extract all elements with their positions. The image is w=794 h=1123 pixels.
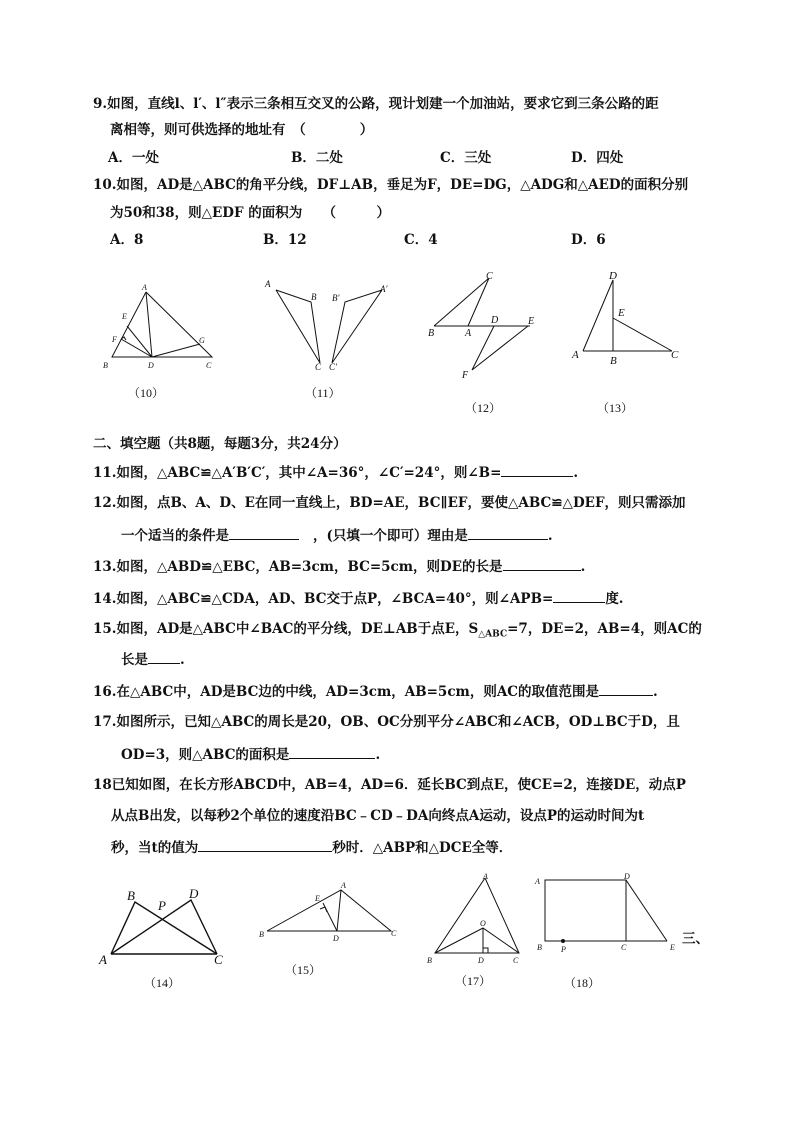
f15-label-d: D	[333, 934, 339, 943]
figure-17	[425, 870, 525, 970]
q18-text-a: 秒，当t的值为	[111, 840, 199, 856]
q16-end: .	[653, 684, 658, 700]
f13-label-a: A	[572, 349, 579, 361]
f18-label-e: E	[670, 943, 675, 952]
q15-end: .	[180, 652, 185, 668]
figure-18	[535, 868, 695, 954]
f10-label-c: C	[206, 361, 212, 370]
q14-answer-blank[interactable]	[553, 589, 605, 603]
q9-option-c: C．三处	[440, 150, 492, 166]
caption-13: （13）	[597, 401, 634, 415]
figure-13	[570, 268, 690, 368]
q16-answer-blank[interactable]	[599, 682, 653, 696]
f17-label-b: B	[427, 956, 432, 965]
f15-label-b: B	[259, 930, 264, 939]
f18-label-p: P	[561, 945, 566, 954]
caption-12: （12）	[465, 401, 502, 415]
q14-line	[93, 589, 624, 608]
q11-answer-blank[interactable]	[501, 463, 573, 477]
q12-condition-blank[interactable]	[229, 526, 299, 540]
q15-subscript: △ABC	[478, 629, 508, 640]
q18-text-b: 秒时．△ABP和△DCE全等．	[332, 840, 513, 856]
q17-line2	[121, 745, 380, 764]
q9-option-b: B．二处	[291, 150, 343, 166]
f11-label-a-prime: A′	[380, 284, 388, 294]
q18-line3	[111, 838, 512, 857]
f10-label-a: A	[142, 283, 147, 292]
q18-line2: 从点B出发，以每秒2个单位的速度沿BC﹣CD﹣DA向终点A运动，设点P的运动时间为t	[111, 808, 645, 824]
f10-label-b: B	[103, 361, 108, 370]
q17-line1: 17.如图所示，已知△ABC的周长是20，OB、OC分别平分∠ABC和∠ACB，OD⊥BC于D，且	[93, 714, 680, 730]
q9-option-a: A．一处	[108, 150, 159, 166]
q12-reason-blank[interactable]	[468, 526, 548, 540]
f17-label-c: C	[513, 956, 519, 965]
f10-label-f: F	[112, 335, 117, 344]
q15-text-b: =7，DE=2，AB=4，则AC的	[507, 621, 702, 637]
f17-label-a: A	[483, 872, 488, 881]
f11-label-c: C	[315, 362, 322, 372]
q9-line2: 离相等，则可供选择的地址有 （ ）	[110, 122, 374, 138]
f11-label-b: B	[311, 292, 317, 302]
f12-label-a: A	[465, 328, 472, 339]
q18-answer-blank[interactable]	[198, 838, 332, 852]
figure-15	[257, 876, 407, 956]
caption-17: （17）	[455, 974, 492, 988]
f14-label-a: A	[99, 952, 107, 967]
q10-line2: 为50和38，则△EDF 的面积为 （ ）	[110, 205, 390, 221]
q15-line1	[93, 620, 702, 644]
f12-label-f: F	[462, 370, 469, 381]
figure-11	[262, 278, 402, 378]
q10-line1: 10.如图，AD是△ABC的角平分线，DF⊥AB，垂足为F，DE=DG，△ADG和△AED的面积分别	[93, 177, 689, 193]
figure-14	[95, 882, 235, 982]
f10-label-g: G	[199, 336, 205, 345]
q11-text: 11.如图，△ABC≌△A′B′C′，其中∠A=36°，∠C′=24°，则∠B=	[93, 465, 502, 481]
q15-text-c: 长是	[121, 652, 148, 668]
q10-option-d: D．6	[571, 232, 606, 248]
q14-end: 度.	[605, 591, 624, 607]
q11-end: .	[573, 465, 579, 481]
caption-15: （15）	[285, 963, 322, 977]
f13-label-b: B	[610, 355, 617, 367]
q9-line1: 9.如图，直线l、l′、l″表示三条相互交叉的公路，现计划建一个加油站，要求它到三条公路的距	[93, 96, 659, 112]
q13-text: 13.如图，△ABD≌△EBC，AB=3cm，BC=5cm，则DE的长是	[93, 559, 503, 575]
f18-label-d: D	[624, 872, 630, 881]
f15-label-c: C	[391, 929, 397, 938]
q10-option-b: B．12	[263, 232, 307, 248]
q12-end: .	[547, 528, 553, 544]
q10-option-a: A．8	[110, 232, 144, 248]
caption-14: （14）	[144, 976, 181, 990]
q15-text-a: 15.如图，AD是△ABC中∠BAC的平分线，DE⊥AB于点E，S	[93, 621, 479, 637]
q10-option-c: C．4	[404, 232, 438, 248]
q17-text: OD=3，则△ABC的面积是	[121, 747, 290, 763]
q9-option-d: D．四处	[571, 150, 624, 166]
figure-12	[422, 270, 552, 380]
f12-label-d: D	[491, 315, 499, 326]
figure-10	[100, 282, 220, 382]
f11-label-c-prime: C′	[329, 362, 337, 372]
caption-18: （18）	[564, 976, 601, 990]
f11-label-b-prime: B′	[332, 293, 340, 303]
f12-label-b: B	[428, 328, 435, 339]
f12-label-e: E	[528, 316, 535, 327]
f13-label-e: E	[618, 307, 625, 319]
f10-label-d: D	[148, 361, 154, 370]
q16-text: 16.在△ABC中，AD是BC边的中线，AD=3cm，AB=5cm，则AC的取值范围是	[93, 684, 600, 700]
f15-label-e: E	[315, 894, 320, 903]
q17-answer-blank[interactable]	[289, 745, 375, 759]
q11-line	[93, 463, 578, 482]
f14-label-c: C	[214, 952, 223, 967]
q13-answer-blank[interactable]	[503, 557, 581, 571]
f17-label-d: D	[478, 956, 484, 965]
f13-label-d: D	[609, 270, 617, 282]
q12-line2	[121, 526, 553, 545]
q15-line2	[121, 650, 185, 669]
f12-label-c: C	[486, 271, 493, 282]
f11-label-a: A	[265, 279, 271, 289]
f18-label-b: B	[537, 943, 542, 952]
q12-text-b: ，(只填一个即可）理由是	[313, 528, 468, 544]
section-2-title: 二、填空题（共8题，每题3分，共24分）	[93, 436, 347, 452]
f18-label-a: A	[535, 877, 540, 886]
q12-text-a: 一个适当的条件是	[121, 528, 229, 544]
q13-line	[93, 557, 585, 576]
q18-line1: 18已知如图，在长方形ABCD中，AB=4，AD=6．延长BC到点E，使CE=2，连接DE，动点P	[93, 777, 686, 793]
q17-end: .	[375, 747, 381, 763]
q12-line1: 12.如图，点B、A、D、E在同一直线上，BD=AE，BC∥EF，要使△ABC≌△DEF，则只需添加	[93, 495, 686, 511]
q13-end: .	[580, 559, 586, 575]
f15-label-a: A	[341, 881, 346, 890]
f14-label-d: D	[189, 886, 199, 901]
q16-line	[93, 682, 658, 701]
f14-label-p: P	[158, 898, 166, 913]
f14-label-b: B	[127, 888, 135, 903]
q14-text: 14.如图，△ABC≌△CDA，AD、BC交于点P，∠BCA=40°，则∠APB=	[93, 591, 554, 607]
f17-label-o: O	[480, 919, 486, 928]
section-3-marker: 三、	[682, 931, 709, 947]
f10-label-e: E	[122, 312, 127, 321]
caption-10: （10）	[128, 386, 165, 400]
caption-11: （11）	[305, 386, 341, 400]
f13-label-c: C	[671, 349, 679, 361]
q15-answer-blank[interactable]	[148, 650, 180, 664]
f18-label-c: C	[621, 943, 627, 952]
